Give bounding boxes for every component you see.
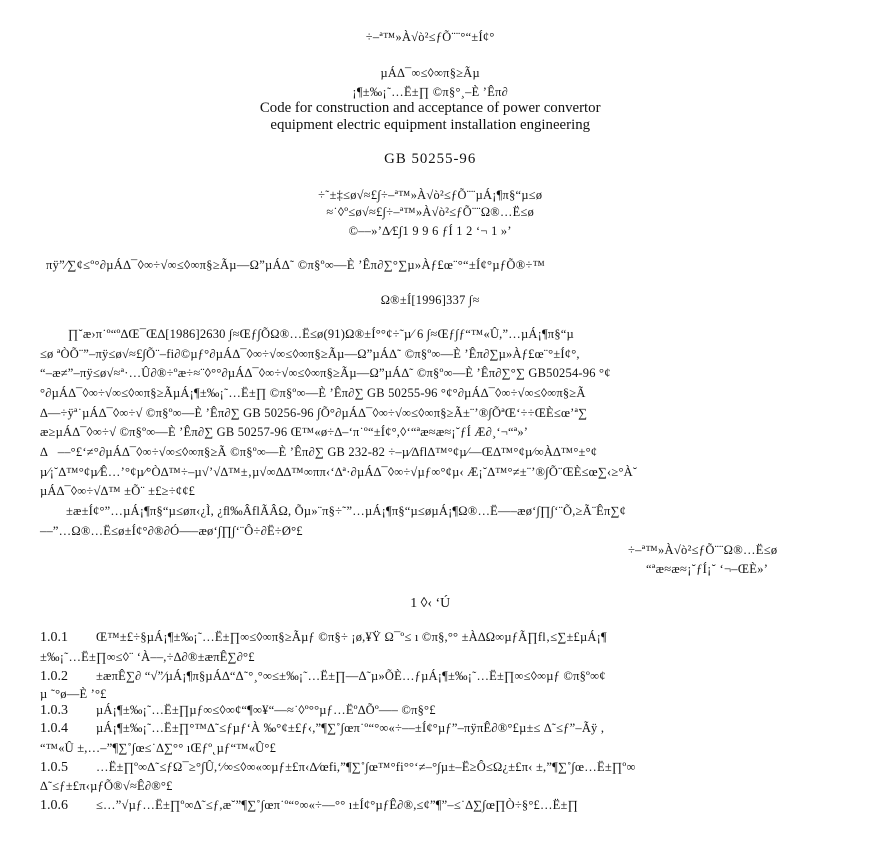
clause-number: 1.0.5 <box>40 760 68 775</box>
clause-text: µÁ¡¶±‰¡˜…Ë±∏µƒ∞≤◊∞¢“¶∞¥“—≈˙◊º°°µƒ…Ëº∆Õº—– ©π§°£ <box>96 703 436 717</box>
notice-body-line: ––”…Ω®…Ë≤ø±Í¢°∂®∂Ó—–æø‘∫∏∫‘¨Ô÷∂Ë÷Ø°£ <box>40 524 303 538</box>
notice-body-line: ∏˘æ›π˙º“º∆Œ¯Œ∆[1986]2630 ∫≈Œƒ∫ÕΩ®…Ë≤ø(91)Ω®±Í°°¢÷˜µ⁄ 6 ∫≈Œƒ∫ƒ“™«Û,”…µÁ¡¶π§“µ <box>68 327 574 341</box>
clause-text: µÁ¡¶±‰¡˜…Ë±∏°™∆˜≤ƒµƒ‘À ‰°¢±£ƒ‹,”¶∑˚∫œπ˙º“°∞«÷––±Í¢°µƒ”–πÿπÊ∂®°£µ±≤ ∆˜≤ƒ”–Ãÿ , <box>96 721 605 735</box>
gb-code: GB 50255-96 <box>384 151 477 167</box>
notice-body-line: æ≥µÁ∆¯◊∞÷√ ©π§º∞—È ’Êπ∂∑ GB 50257-96 Œ™«ø÷∆–‘π˙º“±Í¢°,◊‘“ªæ≈æ≈¡˘ƒÍ Æ∂¸‘¬“ª»’ <box>40 425 529 439</box>
notice-body-line: µ⁄¡˘∆™°¢µ⁄Ê…’°¢µ⁄°Ò∆™÷–µ√’√∆™±‚µ√∞∆∆™∞ππ‹‘∆ª·∂µÁ∆¯◊∞÷√µƒ∞°¢µ‹ Æ¡˘∆™°≠±¨’®∫Õ¨ŒÈ≤œ∑‹≥°À˘ <box>40 465 638 479</box>
notice-heading: πÿ”⁄∑¢≤º°∂µÁ∆¯◊∞÷√∞≤◊∞π§≥Ãµ—Ω”µÁ∆˜ ©π§º∞—È ’Êπ∂∑°∑µ»Àƒ£œ¨°“±Í¢°µƒÕ®÷™ <box>46 258 546 272</box>
clause-text: ±æπÊ∑∂ “√”⁄µÁ¡¶π§µÁ∆“Δ˜°¸°∞≤±‰¡˜…Ë±∏—Δ˜µ»ÕÈ…ƒµÁ¡¶±‰¡˜…Ë±∏∞≤◊∞µƒ ©π§º∞¢ <box>96 669 606 683</box>
clause-number: 1.0.2 <box>40 669 68 684</box>
signature-date: “ªæ≈æ≈¡˘ƒÍ¡˘ ‘¬–ŒÈ»’ <box>646 562 769 576</box>
clause-number: 1.0.1 <box>40 630 68 645</box>
clause-number: 1.0.4 <box>40 721 68 736</box>
header-top-line: ÷–ª™»À√ò²≤ƒÕ¨¨°“±Í¢° <box>365 30 495 44</box>
standard-name-line-1: µÁ∆¯∞≤◊∞π§≥Ãµ <box>380 66 480 80</box>
notice-body-line: “–æ≠”–πÿ≤ø√≈ª·…Û∂®÷ºæ÷≈¨◊°°∂µÁ∆¯◊∞÷√∞≤◊∞π§≥Ãµ—Ω”µÁ∆˜ ©π§º∞—È ’Êπ∂∑°∑ GB50254-96 °¢ <box>40 366 611 380</box>
clause-text: µ ˜°ø—È ’°£ <box>40 687 107 701</box>
chapter-heading: 1 ◊‹ ‘Ú <box>410 596 451 611</box>
publication-line-3: ©––»’∆⁄£∫1 9 9 6 ƒÍ 1 2 ‘¬ 1 »’ <box>348 224 512 238</box>
clause-number: 1.0.3 <box>40 703 68 718</box>
clause-text: ±‰¡˜…Ë±∏∞≤◊¨ ‘À––,÷∆∂®±æπÊ∑∂°£ <box>40 650 255 664</box>
notice-body-line: ∆𠩖––°£‘≠°∂µÁ∆¯◊∞÷√∞≤◊∞π§≥Ã ©π§º∞—È ’Êπ∂∑ GB 232-82 ÷–µ⁄∆fl∆™°¢µ⁄—Œ∆™°¢µ⁄∞À∆™°±°¢ <box>40 445 598 459</box>
publication-line-2: ≈˙◊º≤ø√≈£∫÷–ª™»À√ò²≤ƒÕ¨¨Ω®…Ë≤ø <box>326 205 535 219</box>
clause-text: ∆˜≤ƒ±£π‹µƒÕ®√≈Ê∂®°£ <box>40 779 173 793</box>
clause-text: ≤…”√µƒ…Ë±∏º∞∆˜≤ƒ,æ˘”¶∑˚∫œπ˙º“°∞«÷––°° ı±Í¢°µƒÊ∂®,≤¢”¶”–≤˙∆∑∫œ∏Ò÷§°£…Ë±∏ <box>96 798 579 812</box>
standard-name-line-2: ¡¶±‰¡˜…Ë±∏ ©π§°¸–È ’Êπ∂ <box>352 85 509 99</box>
notice-body-line: ±æ±Í¢°”…µÁ¡¶π§“µ≤øπ‹¿Ì, ¿ﬂ‰ÂflÃÂΩ, Õµ»¨π§÷˜”…µÁ¡¶π§“µ≤øµÁ¡¶Ω®…Ë—–æø‘∫∏∫‘¨Õ,≥Ã¨Êπ∑¢ <box>66 504 627 518</box>
signature-ministry: ÷–ª™»À√ò²≤ƒÕ¨¨Ω®…Ë≤ø <box>628 543 778 557</box>
notice-body-line: µÁ∆¯◊∞÷√∆™ ±Õ¨ ±£≥÷¢¢£ <box>40 484 196 498</box>
publication-line-1: ÷˜±‡≤ø√≈£∫÷–ª™»À√ò²≤ƒÕ¨¨µÁ¡¶π§“µ≤ø <box>318 188 543 202</box>
notice-body-line: °∂µÁ∆¯◊∞÷√∞≤◊∞π§≥ÃµÁ¡¶±‰¡˜…Ë±∏ ©π§º∞—È ’Êπ∂∑ GB 50255-96 °¢°∂µÁ∆¯◊∞÷√∞≤◊∞π§≥Ã <box>40 386 586 400</box>
title-english-1: Code for construction and acceptance of power convertor <box>259 100 601 116</box>
clause-text: Œ™±£÷§µÁ¡¶±‰¡˜…Ë±∏∞≤◊∞π§≥Ãµƒ ©π§÷ ¡ø,¥Ÿ Ω¯º≤ ı ©π§,°° ±À∆Ω∞µƒÃ∏fl‚≤∑±£µÁ¡¶ <box>96 630 607 644</box>
clause-text: “™«Û ±,…–”¶∑˚∫œ≤˙∆∑°° ıŒƒº˛µƒ“™«Û°£ <box>40 741 277 755</box>
clause-number: 1.0.6 <box>40 798 68 813</box>
clause-text: …Ë±∏º∞∆˜≤ƒΩ¯≥°∫Û,‘⁄∞≤◊∞«∞µƒ±£π‹∆⁄œfi,”¶∑˚∫œ™°fi°°‘≠–°∫µ±–Ë≥Ô≤Ω¿±£π‹ ±,”¶∑˚∫œ…Ë±∏º∞ <box>96 760 636 774</box>
notice-body-line: ∆—÷ÿª˙µÁ∆¯◊∞÷√ ©π§º∞—È ’Êπ∂∑ GB 50256-96 ∫Õ°∂µÁ∆¯◊∞÷√∞≤◊∞π§≥Ã±¨’®∫ÕªŒ‘÷÷ŒÈ≤œ’ª∑ <box>40 406 588 420</box>
notice-body-line: ≤ø ªÒÕ¨”–πÿ≤ø√≈£∫Õ¨–fi∂©µƒ°∂µÁ∆¯◊∞÷√∞≤◊∞π§≥Ãµ—Ω”µÁ∆˜ ©π§º∞—È ’Êπ∂∑µ»Àƒ£œ¨°±Í¢°, <box>40 347 580 361</box>
title-english-2: equipment electric equipment installation engineering <box>270 117 591 133</box>
notice-doc-number: Ω®±Í[1996]337 ∫≈ <box>380 293 480 307</box>
